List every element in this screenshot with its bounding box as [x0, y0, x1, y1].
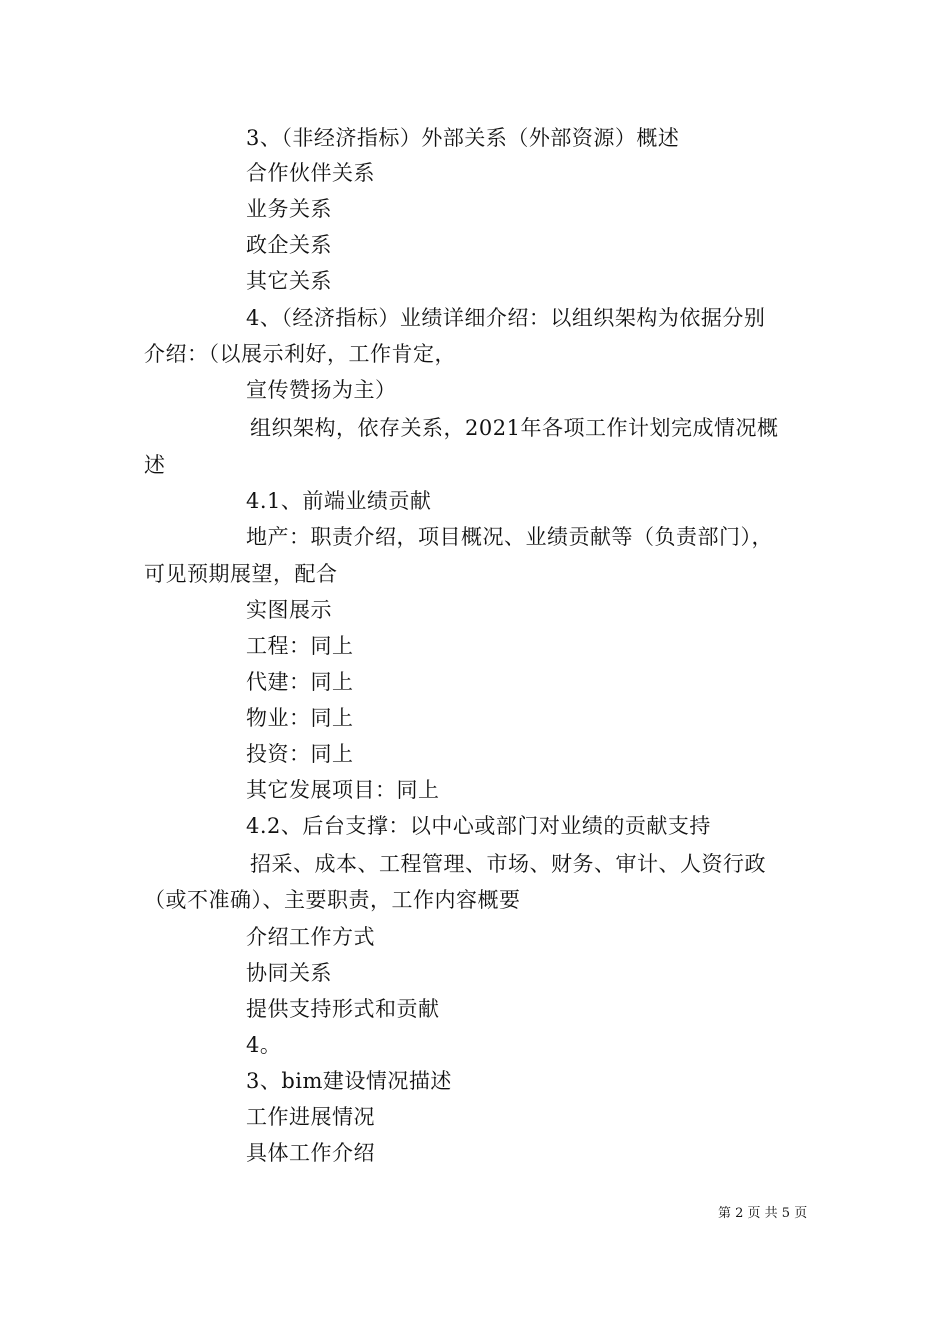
text-line: 4、（经济指标）业绩详细介绍：以组织架构为依据分别 [246, 306, 766, 330]
text-line: 3、（非经济指标）外部关系（外部资源）概述 [246, 126, 680, 150]
text-line: 组织架构，依存关系，2021年各项工作计划完成情况概 [250, 416, 779, 440]
text-line: 招采、成本、工程管理、市场、财务、审计、人资行政 [250, 852, 766, 876]
text-line: 述 [144, 453, 166, 477]
text-line: 提供支持形式和贡献 [246, 997, 440, 1021]
text-line: 政企关系 [246, 233, 332, 257]
text-line: 其它发展项目：同上 [246, 778, 440, 802]
text-line: 物业：同上 [246, 706, 354, 730]
text-line: 4。 [246, 1033, 282, 1057]
text-line: 4.2、后台支撑：以中心或部门对业绩的贡献支持 [246, 814, 711, 838]
text-line: 工程：同上 [246, 634, 354, 658]
text-line: 协同关系 [246, 961, 332, 985]
text-line: 介绍工作方式 [246, 925, 375, 949]
text-line: 合作伙伴关系 [246, 161, 375, 185]
text-line: 工作进展情况 [246, 1105, 375, 1129]
text-line: 宣传赞扬为主） [246, 378, 397, 402]
text-line: 投资：同上 [246, 742, 354, 766]
text-line: 实图展示 [246, 598, 332, 622]
text-line: 3、bim建设情况描述 [246, 1069, 452, 1093]
text-line: （或不准确）、主要职责，工作内容概要 [144, 888, 521, 912]
text-line: 代建：同上 [246, 670, 354, 694]
text-line: 介绍：（以展示利好，工作肯定， [144, 342, 456, 366]
text-line: 具体工作介绍 [246, 1141, 375, 1165]
page-number-footer: 第 2 页 共 5 页 [718, 1206, 808, 1221]
text-line: 业务关系 [246, 197, 332, 221]
text-line: 4.1、前端业绩贡献 [246, 489, 432, 513]
text-line: 其它关系 [246, 269, 332, 293]
text-line: 可见预期展望，配合 [144, 562, 338, 586]
text-line: 地产：职责介绍，项目概况、业绩贡献等（负责部门）， [246, 525, 773, 549]
